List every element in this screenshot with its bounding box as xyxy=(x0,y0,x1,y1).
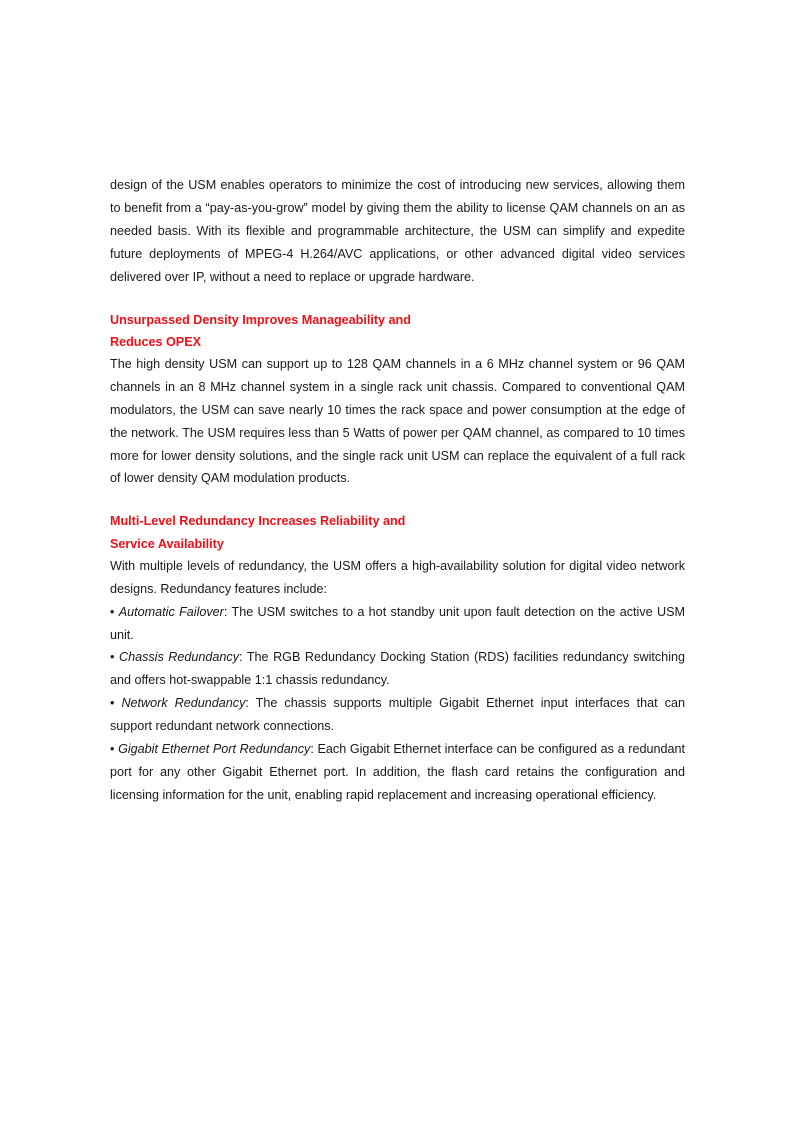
section-heading-line1: Multi-Level Redundancy Increases Reliability and xyxy=(110,514,406,529)
section-gap xyxy=(110,289,685,309)
section-body: With multiple levels of redundancy, the USM offers a high-availability solution for digital video network designs. Redundancy features include: xyxy=(110,558,685,596)
section-body: The high density USM can support up to 128 QAM channels in a 6 MHz channel system or 96 QAM channels in an 8 MHz channel system in a single rack unit chassis. Compared to conventional QAM modulators, the USM can save nearly 10 times the rack space and power consumption at the edge of the network. The USM requires less than 5 Watts of power per QAM channel, as compared to 10 times more for lower density solutions, and the single rack unit USM can replace the equivalent of a full rack of lower density QAM modulation products. xyxy=(110,356,685,486)
bullet-item-chassis-redundancy xyxy=(110,646,685,692)
document-page xyxy=(110,174,685,807)
bullet-marker: • xyxy=(110,696,122,711)
section-gap xyxy=(110,490,685,510)
bullet-term: Gigabit Ethernet Port Redundancy xyxy=(118,742,311,757)
bullet-item-automatic-failover xyxy=(110,601,685,647)
bullet-marker: • xyxy=(110,604,119,619)
bullet-term: Chassis Redundancy xyxy=(118,650,240,665)
bullet-text: : The USM switches to a hot standby unit upon fault detection on the active USM unit. xyxy=(110,604,685,642)
section-heading-line1: Unsurpassed Density Improves Manageability and xyxy=(110,312,411,327)
bullet-text: : Each Gigabit Ethernet interface can be configured as a redundant port for any other Gigabit Ethernet port. In addition, the flash card retains the configuration and licensing information for the unit, enabling rapid replacement and increasing operational efficiency. xyxy=(110,742,685,802)
bullet-term: Automatic Failover xyxy=(118,604,224,619)
bullet-marker: • xyxy=(110,742,119,757)
intro-paragraph: design of the USM enables operators to minimize the cost of introducing new services, allowing them to benefit from a “pay-as-you-grow” model by giving them the ability to license QAM channels on an as needed basis. With its flexible and programmable architecture, the USM can simplify and expedite future deployments of MPEG-4 H.264/AVC applications, or other advanced digital video services delivered over IP, without a need to replace or upgrade hardware. xyxy=(110,178,685,284)
bullet-text: : The RGB Redundancy Docking Station (RDS) facilities redundancy switching and offers hot-swappable 1:1 chassis redundancy. xyxy=(110,650,685,688)
bullet-marker: • xyxy=(110,650,119,665)
bullet-text: : The chassis supports multiple Gigabit Ethernet input interfaces that can support redundant network connections. xyxy=(110,696,685,734)
bullet-term: Network Redundancy xyxy=(121,696,246,711)
bullet-item-gige-port-redundancy xyxy=(110,738,685,807)
section-heading-line2: Service Availability xyxy=(110,536,224,551)
section-heading-line2: Reduces OPEX xyxy=(110,334,201,349)
section-redundancy xyxy=(110,510,685,806)
section-density xyxy=(110,309,685,491)
bullet-item-network-redundancy xyxy=(110,692,685,738)
